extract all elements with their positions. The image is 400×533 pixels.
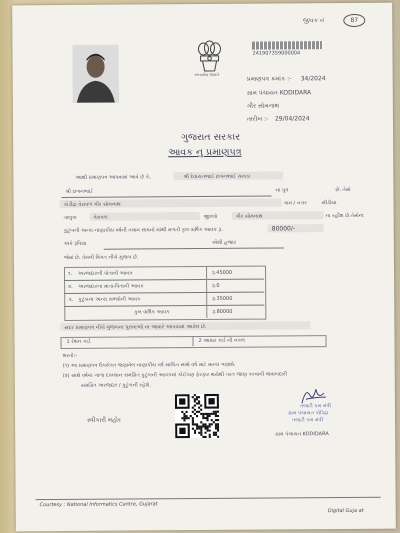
proof-item-1: 1 રેશન કાર્ડ [66, 338, 91, 345]
district-name: ગીર સોમનાથ [246, 102, 280, 110]
cert-no: 34/2024 [300, 75, 326, 83]
taluka-label: તાલુકા [63, 214, 77, 221]
income-total-value: રૂ.80000 [212, 308, 233, 315]
purpose-line: સદર પ્રમાણપત્ર નીચે મુજબના પુરાવાઓ ના આધારે આપવામાં આવેલ છે. [64, 323, 207, 331]
district-label: જીલ્લો [203, 213, 218, 221]
barcode-number: 241907359000004 [252, 50, 301, 57]
qr-code [175, 394, 219, 438]
district-value: ગીર સોમનાથ [235, 213, 263, 220]
amount-words-label: અંકે રૂપિયા [63, 240, 87, 247]
footer-rule [36, 497, 381, 500]
corner-note: જીવક નં [302, 17, 324, 25]
line-words [104, 247, 284, 249]
income-row-num: ૩. [68, 296, 74, 303]
income-row-label: અરજદારની પોતાની આવક [78, 270, 133, 277]
father-name: શ્રી છગનભાઈ [65, 188, 93, 195]
amount-words: એંશી હજાર [211, 239, 237, 246]
intro-text: આથી પ્રમાણપત્ર આપવામાં આવે છે કે, [75, 174, 151, 181]
issuing-authority: ગ્રામ પંચાયત KODIDARA [275, 431, 329, 438]
date-label: તારીખ :- [246, 115, 269, 123]
stamp-line-1: તલાટી કમ મંત્રી [299, 403, 331, 410]
income-row-label: અરજદારના માતા-પિતાની આવક [78, 283, 144, 290]
village-name: સીડીયા [321, 200, 337, 207]
corner-number: 87 [343, 14, 365, 27]
condition-1: (૧) આ પ્રમાણપત્ર ઉપરોક્ત જણાવેલ નાણાકીય વર્ષ સાચિત સાથે વર્ષ માટે માન્ય ગણાશે. [62, 361, 236, 369]
signature-label: સ્વીકારી મહોર [87, 416, 122, 424]
condition-2-cont: સમગ્રિત અરજદાર / કુટુંબની રહેશે. [80, 382, 151, 389]
national-emblem-icon [192, 40, 226, 80]
taluka-name: વેરાવળ [93, 214, 108, 221]
condition-2: (૨) સાથે વર્ષના ગાળા દરમ્યાન સમગ્રિત કુટુંબની આવકમાં કોઈપણ ફેરફાર થયેથી તરત જાણ કરવાની જવાબદારી [62, 371, 287, 379]
village-label: ગામ / નગર [283, 200, 307, 207]
income-row-value: રૂ.0 [212, 282, 220, 289]
address-text: કોડીદ્રા વેરાવળ ગીર સોમનાથ [63, 201, 121, 208]
emblem-caption: સત્યમેવ જયતે [194, 71, 220, 78]
income-row-label: કુટુંબના અન્ય સભ્યોની આવક [78, 296, 141, 303]
stamp-line-3: તલાટી કમ મંત્રી [292, 417, 324, 424]
son-of-label: ના પુત્ર [275, 187, 289, 194]
stamp-line-2: ગ્રામ પંચાયત કોડિદ્રા [288, 410, 329, 417]
issue-date: 29/04/2024 [274, 115, 310, 123]
person-name: શ્રી દેવાયતભાઈ છગનભાઈ ચાવડા [183, 173, 250, 181]
applicant-photo [72, 45, 118, 103]
document-title: આવક નુ પ્રમાણપત્ર [168, 146, 242, 159]
cert-no-label: પ્રમાણપત્ર ક્રમાંક :- [246, 75, 292, 83]
courtesy-text: Courtesy : National Informatics Centre, Gujarat [39, 501, 158, 509]
income-row-value: રૂ.45000 [212, 269, 233, 276]
digital-gujarat-text: Digital Guja at [327, 507, 364, 515]
proof-item-2: 2 આધાર કાર્ડ ની નકલ [198, 337, 245, 345]
state-title: ગુજરાત સરકાર [181, 131, 241, 144]
details-intro: જેમાં છે. તેમની વિગત નીચે મુજબ છે. [63, 254, 139, 261]
proof-table-divider [192, 336, 193, 346]
barcode [252, 41, 322, 49]
line-father [62, 196, 272, 198]
annual-income-text: કુટુંબની અન્ય નાણાકીય વર્ષની તમામ સાધનો માંથી મળતી કુલ વાર્ષિક આવક રૂ. [63, 226, 223, 234]
income-row-value: રૂ.35000 [212, 295, 233, 302]
panchayat-name: ગ્રામ પંચાયત KODIDARA [246, 89, 312, 97]
income-row-num: ૧. [68, 270, 73, 277]
certificate-sheet [12, 3, 396, 532]
row1-suffix: છે. તેમો [335, 186, 351, 194]
income-total-label: કુલ વાર્ષિક આવક [134, 309, 170, 316]
official-stamp [280, 385, 350, 425]
income-row-num: ૨. [68, 283, 73, 290]
annual-income-amount: 80000/- [271, 225, 296, 233]
resident-label: ના રહીશ છે.તેમોના [325, 212, 364, 220]
conditions-label: શરતો:- [62, 352, 78, 359]
